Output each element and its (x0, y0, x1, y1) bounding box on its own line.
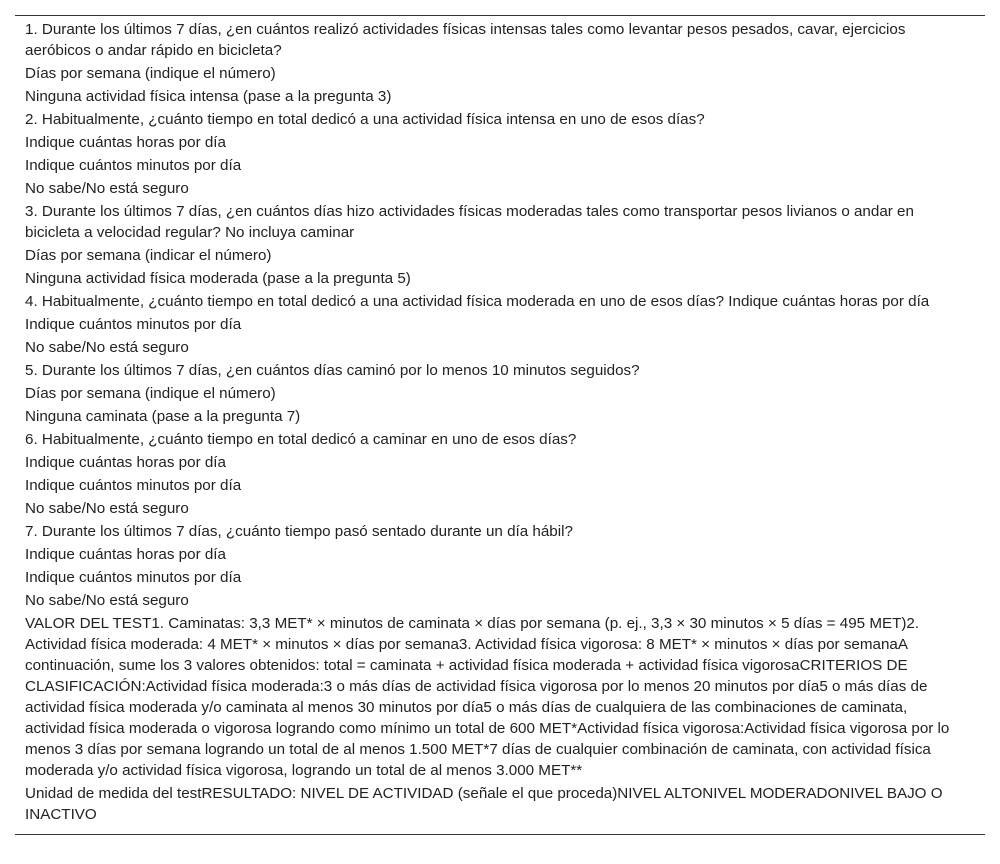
table-row: Indique cuántos minutos por día (25, 569, 242, 586)
table-row: Indique cuántas horas por día (25, 134, 226, 151)
table-row: 1. Durante los últimos 7 días, ¿en cuántos realizó actividades físicas intensas tales como levantar pesos pesados, cavar, ejercicios aeróbicos o andar rápido en bicicleta? (25, 21, 906, 59)
test-result-row: Unidad de medida del testRESULTADO: NIVEL DE ACTIVIDAD (señale el que proceda)NIVEL ALTONIVEL MODERADONIVEL BAJO O INACTIVO (25, 785, 943, 823)
table-row: 3. Durante los últimos 7 días, ¿en cuántos días hizo actividades físicas moderadas tales como transportar pesos livianos o andar en bicicleta a velocidad regular? No incluya caminar (25, 203, 914, 241)
table-row: Ninguna caminata (pase a la pregunta 7) (25, 408, 301, 425)
table-row: 4. Habitualmente, ¿cuánto tiempo en total dedicó a una actividad física moderada en uno de esos días? Indique cuántas horas por día (25, 293, 930, 310)
table-row: No sabe/No está seguro (25, 500, 189, 517)
questionnaire-rows (15, 16, 985, 834)
table-row: 6. Habitualmente, ¿cuánto tiempo en total dedicó a caminar en uno de esos días? (25, 431, 577, 448)
table-row: Ninguna actividad física moderada (pase a la pregunta 5) (25, 270, 411, 287)
table-row: No sabe/No está seguro (25, 592, 189, 609)
table-row: Indique cuántas horas por día (25, 546, 226, 563)
table-row: Días por semana (indicar el número) (25, 247, 272, 264)
table-row: 2. Habitualmente, ¿cuánto tiempo en total dedicó a una actividad física intensa en uno de esos días? (25, 111, 705, 128)
table-row: No sabe/No está seguro (25, 180, 189, 197)
table-row: Indique cuántos minutos por día (25, 316, 242, 333)
table-row: Indique cuántos minutos por día (25, 157, 242, 174)
table-row: 7. Durante los últimos 7 días, ¿cuánto tiempo pasó sentado durante un día hábil? (25, 523, 573, 540)
table-row: Ninguna actividad física intensa (pase a la pregunta 3) (25, 88, 392, 105)
test-value-row: VALOR DEL TEST1. Caminatas: 3,3 MET* × minutos de caminata × días por semana (p. ej., 3,3 × 30 minutos × 5 días = 495 MET)2. Actividad física moderada: 4 MET* × minutos × días por semana3. Actividad física vigorosa: 8 MET* × minutos × días por semanaA continuación, sume los 3 valores obtenidos: total = caminata + actividad física moderada + actividad física vigorosaCRITERIOS DE CLASIFICACIÓN:Actividad física moderada:3 o más días de actividad física vigorosa por lo menos 20 minutos por día5 o más días de actividad física moderada y/o caminata al menos 30 minutos por día5 o más días de cualquiera de las combinaciones de caminata, actividad física moderada o vigorosa logrando como mínimo un total de 600 MET*Actividad física vigorosa:Actividad física vigorosa por lo menos 3 días por semana logrando un total de al menos 1.500 MET*7 días de cualquier combinación de caminata, con actividad física moderada y/o actividad física vigorosa, logrando un total de al menos 3.000 MET** (25, 615, 950, 779)
table-row: 5. Durante los últimos 7 días, ¿en cuántos días caminó por lo menos 10 minutos seguidos? (25, 362, 640, 379)
table-row: Indique cuántos minutos por día (25, 477, 242, 494)
table-row: No sabe/No está seguro (25, 339, 189, 356)
questionnaire-table (15, 15, 985, 835)
table-row: Días por semana (indique el número) (25, 65, 276, 82)
table-row: Días por semana (indique el número) (25, 385, 276, 402)
table-row: Indique cuántas horas por día (25, 454, 226, 471)
